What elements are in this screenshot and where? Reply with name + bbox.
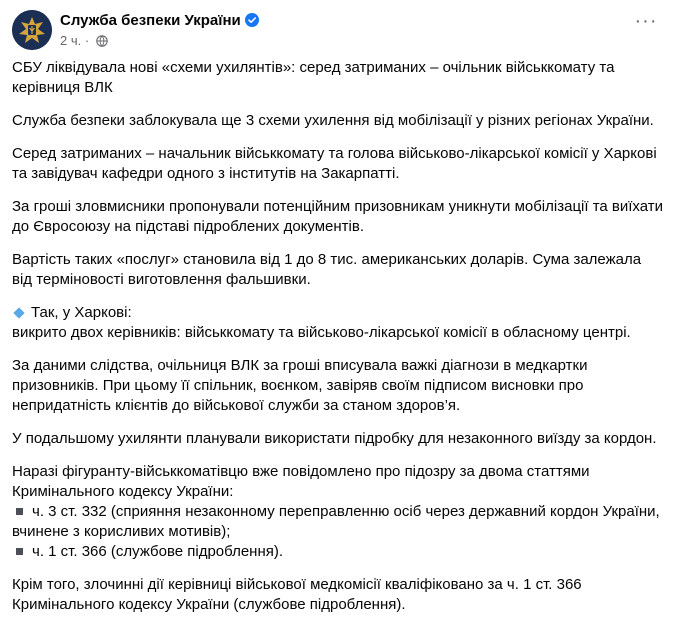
blue-diamond-icon	[13, 307, 24, 318]
article-list-item	[12, 502, 664, 542]
page-name-text[interactable]: Служба безпеки України	[60, 12, 241, 29]
bullet-icon	[16, 508, 23, 515]
bullet-icon	[16, 548, 23, 555]
page-avatar[interactable]	[12, 10, 52, 50]
verified-badge-icon	[245, 13, 259, 27]
article-text: ч. 1 ст. 366 (службове підроблення).	[32, 543, 284, 560]
article-list-item	[12, 542, 664, 562]
post-timestamp[interactable]: 2 ч.	[60, 33, 82, 48]
plan-paragraph: У подальшому ухилянти планували використати підробку для незаконного виїзду за кордон.	[12, 430, 657, 447]
kharkiv-text: викрито двох керівників: військкомату та військово-лікарської комісії в обласному центрі.	[12, 324, 631, 341]
kharkiv-intro: Так, у Харкові:	[31, 304, 132, 321]
post-meta	[60, 33, 108, 48]
post-body	[12, 58, 664, 628]
suspicion-paragraph: Наразі фігуранту-військкоматівцю вже повідомлено про підозру за двома статтями Кримінального кодексу України:	[12, 463, 590, 500]
post-headline: СБУ ліквідувала нові «схеми ухилянтів»: серед затриманих – очільник військкомату та керівниця ВЛК	[12, 59, 615, 96]
article-text: ч. 3 ст. 332 (сприяння незаконному переправленню осіб через державний кордон України, вчинене з корисливих мотивів);	[12, 503, 660, 540]
kharkiv-intro-line	[12, 303, 664, 323]
post-paragraph: За гроші зловмисники пропонували потенційним призовникам уникнути мобілізації та виїхати до Євросоюзу на підставі підроблених документів.	[12, 198, 664, 235]
post-paragraph: Служба безпеки заблокувала ще 3 схеми ухилення від мобілізації у різних регіонах України.	[12, 112, 654, 129]
meta-separator: ·	[84, 33, 90, 48]
post-header	[12, 8, 664, 52]
globe-icon[interactable]	[96, 35, 108, 47]
investigation-paragraph: За даними слідства, очільниця ВЛК за гроші вписувала важкі діагнози в медкартки призовників. При цьому її спільник, воєнком, завіряв своїм підписом висновки про непридатність клієнтів до військової служби за станом здоров’я.	[12, 357, 588, 414]
post-paragraph: Серед затриманих – начальник військкомату та голова військово-лікарської комісії у Харкові та завідувач кафедри одного з інститутів на Закарпатті.	[12, 145, 657, 182]
more-options-button[interactable]: ···	[634, 10, 658, 32]
page-name[interactable]	[60, 12, 259, 29]
sbu-emblem-icon	[12, 10, 52, 50]
closing-paragraph: Крім того, злочинні дії керівниці військової медкомісії кваліфіковано за ч. 1 ст. 366 Кримінального кодексу України (службове підроблення).	[12, 576, 582, 613]
post-paragraph: Вартість таких «послуг» становила від 1 до 8 тис. американських доларів. Сума залежала від терміновості виготовлення фальшивки.	[12, 251, 642, 288]
